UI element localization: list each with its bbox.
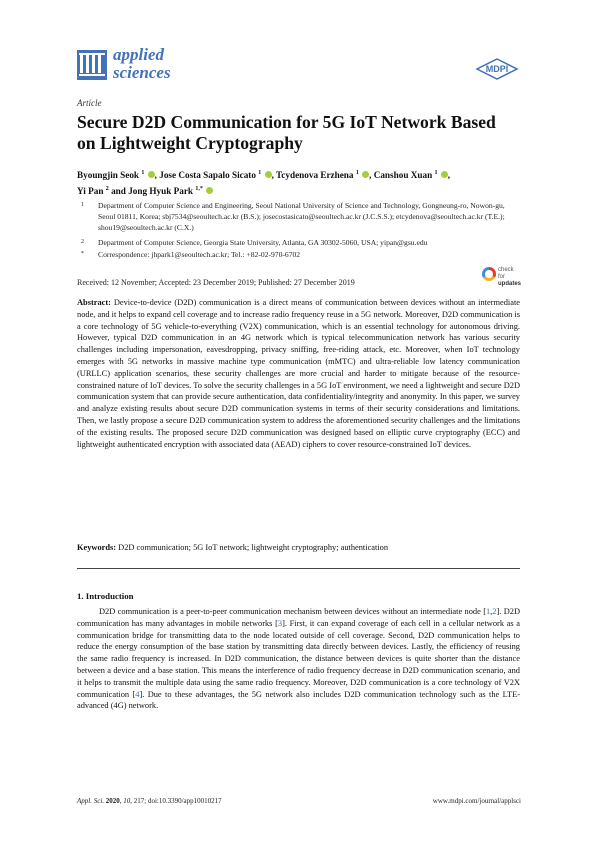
affiliation-text: Department of Computer Science and Engineering, Seoul National University of Science and Technology, Gongneung-ro, Nowon-gu, Seoul 01811, Korea; sbj7534@seoultech.ac.kr (B.S.); josecostasicato@seoultech.ac.kr (J.C.S.S.); etcydenova@seoultech.ac.kr (T.E.); shou19@seoultech.ac.kr (C.X.)	[98, 201, 505, 233]
author-affil-sup: 2	[105, 186, 109, 192]
keywords-text: D2D communication; 5G IoT network; lightweight cryptography; authentication	[118, 543, 389, 552]
abstract-label: Abstract:	[77, 298, 111, 307]
footer-journal-abbrev: Appl. Sci.	[77, 797, 105, 805]
check-for-updates-badge[interactable]	[482, 265, 522, 287]
author-affil-sup: 1,*	[195, 186, 203, 192]
affiliation-number: *	[81, 251, 84, 257]
author-affil-sup: 1	[141, 170, 145, 176]
abstract-text: Device-to-device (D2D) communication is a direct means of communication between devices without an intermediate node, and it helps to expand cell coverage and to increase radio frequency reuse in a 5G network. Moreover, D2D communication is a core technology of 5G vehicle-to-everything (V2X) communication, which is an essential technology for autonomous driving. However, typical D2D communication in an 4G network which is typical telecommunication network has various security challenges including impersonation, eavesdropping, privacy sniffing, free-riding attack, etc. Moreover, when IoT technology emerges with 5G networks in massive machine type communication (mMTC) and ultra-reliable low latency communication (URLLC) application scenarios, these security challenges are more crucial and harder to mitigate because of the resource-constrained nature of IoT devices. To solve the security challenges in a 5G IoT environment, we need a lightweight and secure D2D communication system that can provide secure authentication, data confidentiality/integrity and anonymity. In this paper, we survey and analyze existing results about secure D2D communication systems in terms of their security considerations and limitations. Then, we lastly propose a secure D2D communication system to address the aforementioned security challenges and the limitations of the existing results. The proposed secure D2D communication was designed based on elliptic curve cryptography (ECC) and lightweight authenticated encryption with associated data (AEAD) ciphers to cover resource-constrained IoT devices.	[77, 298, 520, 449]
affiliation-number: 2	[81, 239, 84, 245]
citation-link[interactable]: 3	[277, 618, 283, 628]
abstract	[77, 297, 520, 450]
affiliation-number: 1	[81, 202, 84, 208]
author-affil-sup: 1	[434, 170, 438, 176]
correspondence	[77, 249, 522, 261]
journal-name-line2: sciences	[113, 63, 171, 82]
author-affil-sup: 1	[355, 170, 359, 176]
section-heading: 1. Introduction	[77, 591, 134, 601]
footer-url[interactable]: www.mdpi.com/journal/applsci	[432, 797, 521, 805]
affiliation-text: Correspondence: jhpark1@seoultech.ac.kr; Tel.: +82-02-970-6702	[98, 250, 301, 259]
footer-year: 2020	[105, 797, 120, 805]
citation-link[interactable]: 2	[492, 607, 497, 616]
section-divider	[77, 568, 520, 569]
footer-volume: 10	[123, 797, 131, 805]
orcid-icon[interactable]	[206, 187, 213, 194]
orcid-icon[interactable]	[265, 171, 272, 178]
keywords	[77, 542, 520, 554]
author-list: Byoungjin Seok $^1$ , Jose Costa Sapalo Sicato $^1$ , Tcydenova Erzhena $^1$ , Canshou Xuan $^1$ , Yi Pan $^2$ and Jong Hyuk Park $^{1,*}$	[77, 170, 451, 196]
article-type: Article	[77, 98, 102, 108]
author-name: Jong Hyuk Park	[128, 186, 194, 196]
affiliation-text: Department of Computer Science, Georgia State University, Atlanta, GA 30302-5060, USA; yipan@gsu.edu	[98, 238, 428, 247]
author-name: Yi Pan	[77, 186, 104, 196]
mdpi-logo-icon	[475, 58, 519, 80]
intro-text: ,	[490, 607, 493, 616]
journal-name	[113, 46, 171, 82]
intro-text: ]. First, it can expand coverage of each cell in a cellular network as a communication bridge for transmitting data to the node located outside of cell coverage. Second, D2D communication helps to reduce the energy consumption of the base station by transmitting data directly between devices. Lastly, the efficiency of reusing the same radio frequency is increased. In D2D communication, the distance between devices is quite shorter than the distance between a device and a base station. This means the interference of radio frequency decrease in D2D communication scenario, and it helps to transmit the multiple data using the same radio frequency. Moreover, D2D communication is a core technology of V2X communication [	[77, 618, 521, 699]
citation-link[interactable]: 1	[485, 607, 491, 616]
intro-text: D2D communication is a peer-to-peer communication mechanism between devices without an intermediate node [	[99, 607, 486, 616]
footer-citation: Appl. Sci. 2020, 10, 217; doi:10.3390/app10010217	[77, 797, 222, 805]
citation-link[interactable]: 4	[135, 689, 140, 699]
orcid-icon[interactable]	[362, 171, 369, 178]
keywords-label: Keywords:	[77, 543, 117, 552]
author-name: Canshou Xuan	[373, 170, 433, 180]
orcid-icon[interactable]	[441, 171, 448, 178]
orcid-icon[interactable]	[148, 171, 155, 178]
journal-name-line1: applied	[113, 45, 164, 64]
check-updates-icon	[482, 267, 496, 281]
author-affil-sup: 1	[258, 170, 262, 176]
intro-paragraph	[77, 606, 520, 712]
article-title: Secure D2D Communication for 5G IoT Network Based on Lightweight Cryptography	[77, 112, 496, 153]
publication-dates: Received: 12 November; Accepted: 23 December 2019; Published: 27 December 2019	[77, 278, 355, 287]
check-updates-line1: check for	[498, 267, 514, 280]
intro-text: ]. D2D communication has many advantages in mobile networks [	[77, 607, 520, 628]
author-name: Byoungjin Seok	[77, 170, 140, 180]
author-name: Tcydenova Erzhena	[276, 170, 354, 180]
intro-text: ]. Due to these advantages, the 5G network also includes D2D communication technology such as the LTE-advanced (4G) network.	[77, 689, 520, 711]
svg-text:MDPI: MDPI	[485, 64, 509, 74]
check-updates-line2: updates	[498, 281, 522, 287]
author-name: Jose Costa Sapalo Sicato	[159, 170, 256, 180]
applied-sciences-logo-icon	[77, 50, 107, 80]
footer-doi: , 217; doi:10.3390/app10010217	[130, 797, 222, 805]
affiliation-2	[77, 237, 522, 249]
